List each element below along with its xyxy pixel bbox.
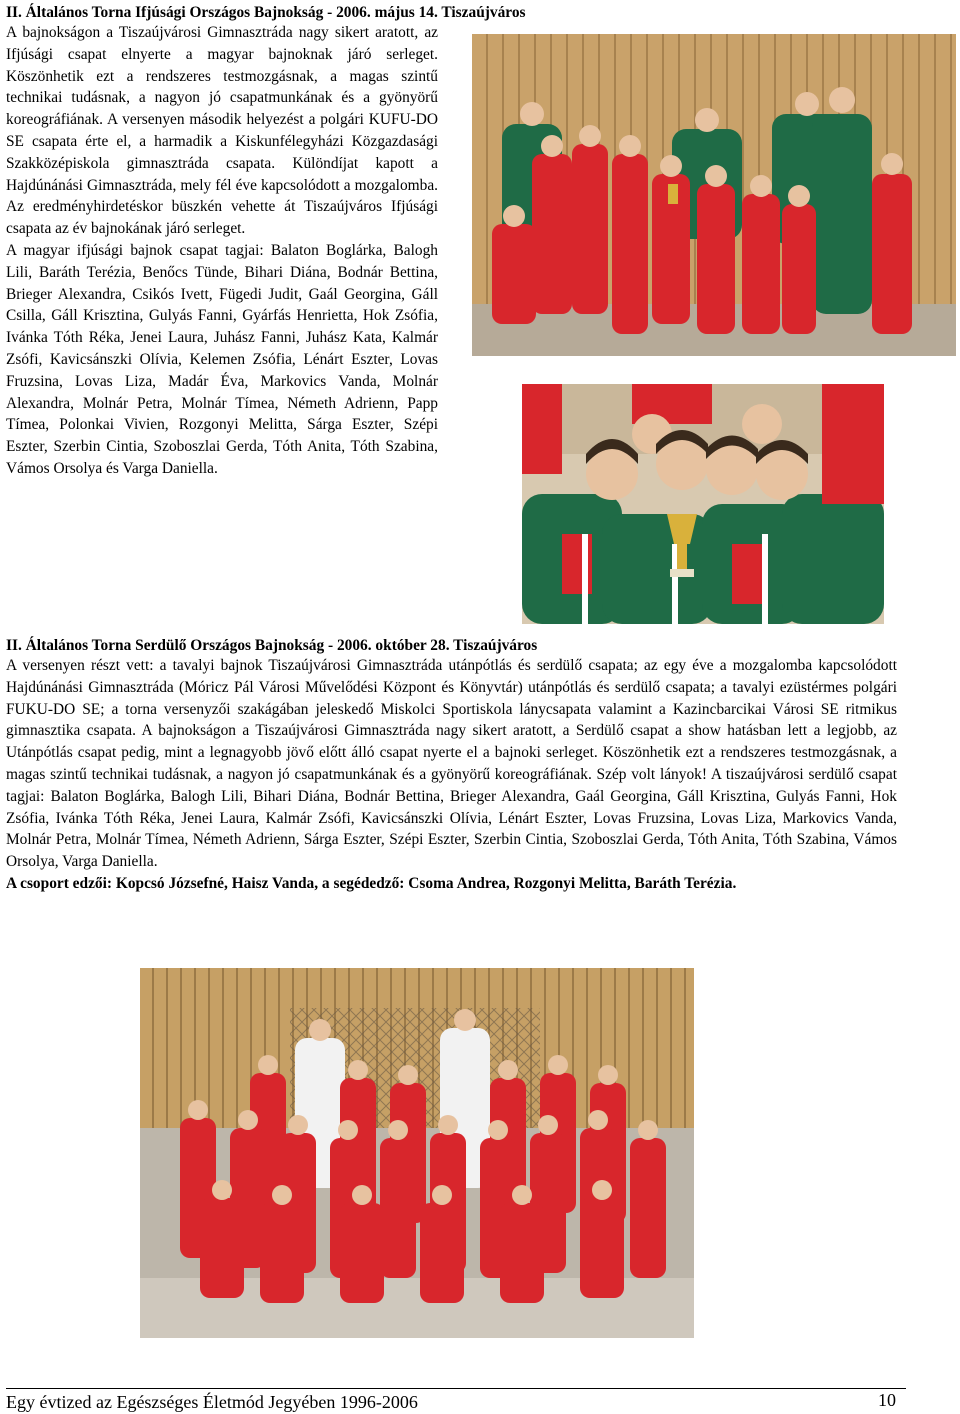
section1-text-column [6,22,438,480]
footer-rule [6,1388,906,1389]
gym-team-photo [140,968,694,1338]
section1-paragraph-2: A magyar ifjúsági bajnok csapat tagjai: Balaton Boglárka, Balogh Lili, Baráth Terézia, Benőcs Tünde, Bihari Diána, Bodnár Bettina, Brieger Alexandra, Csikós Ivett, Fügedi Judit, Gaál Georgina, Gáll Csilla, Gáll Krisztina, Gulyás Fanni, Gyárfás Henrietta, Hok Zsófia, Ivánka Tóth Réka, Jenei Laura, Juhász Fanni, Juhász Kata, Kalmár Zsófi, Kavicsánszki Olívia, Kelemen Zsófia, Lénárt Eszter, Lovas Fruzsina, Lovas Liza, Madár Éva, Markovics Vanda, Molnár Alexandra, Molnár Petra, Molnár Tímea, Németh Adrienn, Papp Tímea, Polonkai Vivien, Rozgonyi Melitta, Sárga Eszter, Szépi Eszter, Szerbin Cintia, Szoboszlai Gerda, Tóth Anita, Tóth Szabina, Vámos Orsolya és Varga Daniella. [6,241,438,477]
girls-with-trophy-photo [522,384,884,624]
section2-paragraph: A versenyen részt vett: a tavalyi bajnok Tiszaújvárosi Gimnasztráda utánpótlás és serdülő csapata; az egy éve a mozgalomba kapcsolódott Hajdúnánási Gimnasztráda (Móricz Pál Városi Művelődési Központ és Könyvtár) utánpótlás és serdülő csapata; a tavalyi ezüstérmes polgári FUKU-DO SE; a torna versenyzői szakágában jeleskedő Miskolci Sportiskola lánycsapata valamint a Kazincbarcikai Városi SE ritmikus gimnasztika csapata. A bajnokságon a Tiszaújvárosi Gimnasztráda nagy sikert aratott, a Serdülő csapat a show hatásban lett a legjobb, az Utánpótlás csapat pedig, mint a legnagyobb jövő előtt álló csapat nyerte el a bajnoki serleget. Köszönhetik ezt a rendszeres testmozgásnak, a magas szintű technikai tudásnak, a nagyon jó csapatmunkának és a gyönyörű koreográfiának. Szép volt lányok! A tiszaújvárosi serdülő csapat tagjai: Balaton Boglárka, Balogh Lili, Bihari Diána, Bodnár Bettina, Brieger Alexandra, Gaál Georgina, Gáll Krisztina, Gulyás Fanni, Hok Zsófia, Ivánka Tóth Réka, Jenei Laura, Kalmár Zsófi, Kavicsánszki Olívia, Lénárt Eszter, Lovas Fruzsina, Lovas Liza, Markovics Vanda, Molnár Petra, Molnár Tímea, Németh Adrienn, Sárga Eszter, Szépi Eszter, Szerbin Cintia, Szoboszlai Gerda, Tóth Anita, Tóth Szabina, Vámos Orsolya, Varga Daniella. [6,657,897,871]
page-number: 10 [878,1390,896,1410]
team-group-photo [472,34,956,356]
section1-heading: II. Általános Torna Ifjúsági Országos Bajnokság - 2006. május 14. Tiszaújváros [6,4,526,21]
section2-text [6,655,897,895]
section2-heading: II. Általános Torna Serdülő Országos Bajnokság - 2006. október 28. Tiszaújváros [6,637,538,654]
section1-paragraph-1: A bajnokságon a Tiszaújvárosi Gimnasztráda nagy sikert aratott, az Ifjúsági csapat elnyerte a magyar bajnoknak járó serleget. Köszönhetik ezt a rendszeres testmozgásnak, a magas szintű technikai tudásnak, a nagyon jó csapatmunkának és a gyönyörű koreográfiának. A versenyen második helyezést a polgári KUFU-DO SE csapata érte el, a harmadik a Kiskunfélegyházi Közgazdasági Szakközépiskola gimnasztráda csapata. Különdíjat kapott a Hajdúnánási Gimnasztráda, mely fél éve kapcsolódott a mozgalomba. Az eredményhirdetéskor büszkén vehette át Tiszaújváros Ifjúsági csapata az év bajnokának járó serleget. [6,24,438,238]
footer-title: Egy évtized az Egészséges Életmód Jegyében 1996-2006 [6,1392,418,1412]
coaches-line: A csoport edzői: Kopcsó Józsefné, Haisz Vanda, a segédedző: Csoma Andrea, Rozgonyi Melitta, Baráth Terézia. [6,874,737,892]
